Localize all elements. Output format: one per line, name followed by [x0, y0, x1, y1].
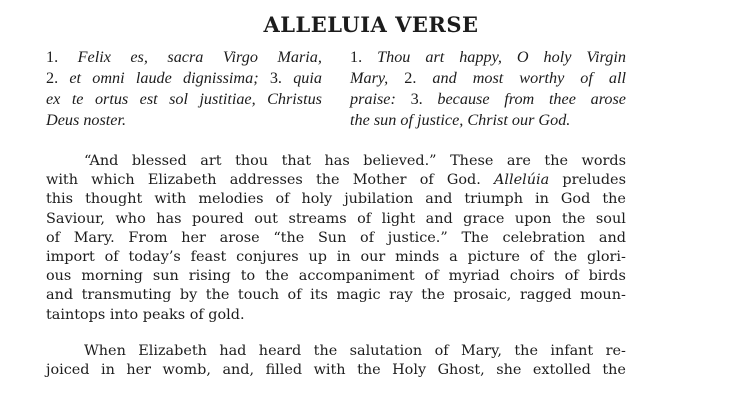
verse-columns	[46, 47, 626, 131]
latin-line: ex te ortus est sol justitiae, Christus	[46, 90, 322, 108]
text-line: Saviour, who has poured out streams of light and grace upon the soul	[46, 210, 626, 227]
commentary-paragraph-1	[46, 152, 626, 325]
text-line: of Mary. From her arose “the Sun of justice.” The celebration and	[46, 229, 626, 246]
text-line: import of today’s feast conjures up in our minds a picture of the glori-	[46, 249, 626, 266]
latin-line: Deus noster.	[46, 111, 127, 129]
text-line: with which Elizabeth addresses the Mother of God. Allelúia preludes	[46, 172, 626, 189]
latin-line: 1. Felix es, sacra Virgo Maria,	[46, 48, 322, 66]
commentary-paragraph-2	[46, 342, 626, 380]
text-line: taintops into peaks of gold.	[46, 306, 245, 323]
english-line: Mary, 2. and most worthy of all	[350, 69, 626, 87]
english-line: 1. Thou art happy, O holy Virgin	[350, 48, 626, 66]
text-line: joiced in her womb, and, filled with the Holy Ghost, she extolled the	[46, 362, 626, 379]
section-heading: ALLELUIA VERSE	[263, 12, 479, 37]
text-line: “And blessed art thou that has believed.” These are the words	[84, 153, 626, 169]
english-line: the sun of justice, Christ our God.	[350, 111, 571, 129]
text-line: ous morning sun rising to the accompaniment of myriad choirs of birds	[46, 268, 626, 285]
latin-verse	[46, 47, 322, 131]
text-line: When Elizabeth had heard the salutation of Mary, the infant re-	[84, 343, 626, 359]
text-line: and transmuting by the touch of its magic ray the prosaic, ragged moun-	[46, 287, 626, 304]
latin-line: 2. et omni laude dignissima; 3. quia	[46, 69, 322, 87]
english-verse	[350, 47, 626, 131]
text-line: this thought with melodies of holy jubilation and triumph in God the	[46, 191, 626, 208]
english-line: praise: 3. because from thee arose	[350, 90, 626, 108]
